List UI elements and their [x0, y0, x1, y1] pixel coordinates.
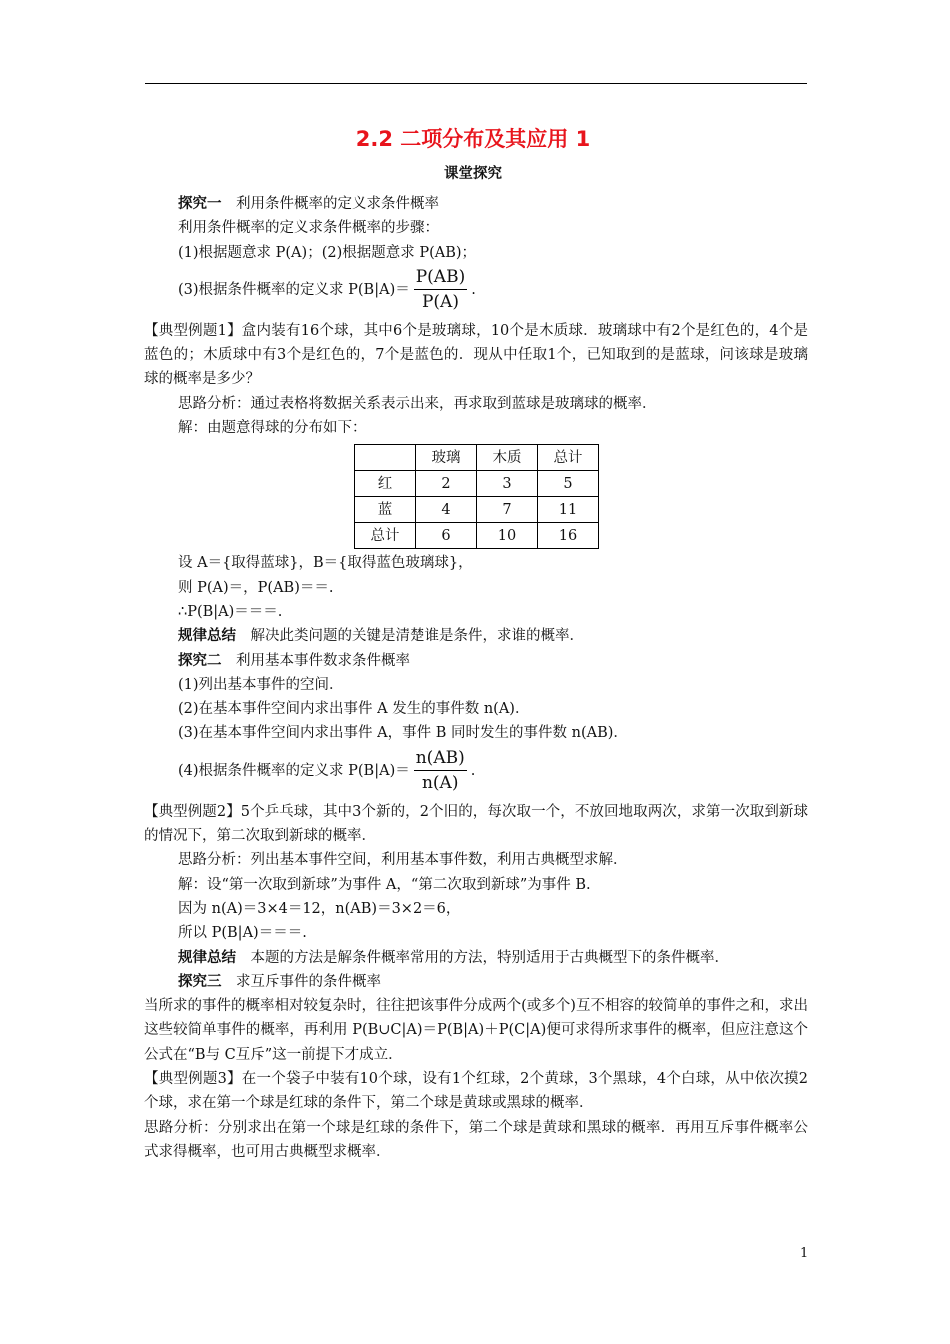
example-2-problem: 【典型例题2】5个乒乓球，其中3个新的，2个旧的，每次取一个，不放回地取两次，求第一次取到新球的情况下，第二次取到新球的概率． — [144, 803, 808, 845]
example-1-solution-intro: 解：由题意得球的分布如下： — [178, 420, 367, 437]
example-3-problem: 【典型例题3】在一个袋子中装有10个球，设有1个红球，2个黄球，3个黑球，4个白球，从中依次摸2个球，求在第一个球是红球的条件下，第二个球是黄球或黑球的概率． — [144, 1071, 808, 1112]
table-row: 总计 6 10 16 — [355, 523, 599, 549]
summary-2: 规律总结 本题的方法是解条件概率常用的方法，特别适用于古典概型下的条件概率． — [178, 949, 729, 966]
distribution-table — [354, 444, 599, 549]
document-body — [144, 192, 808, 1164]
section-subtitle: 课堂探究 — [444, 166, 502, 182]
example-2-analysis: 思路分析：列出基本事件空间，利用基本事件数，利用古典概型求解． — [178, 852, 628, 869]
fraction: $\frac{P(AB)}{P(A)}$ — [415, 267, 466, 313]
example-1-analysis: 思路分析：通过表格将数据关系表示出来，再求取到蓝球是玻璃球的概率． — [178, 395, 657, 412]
example-1-step-a: 设 A＝{取得蓝球}，B＝{取得蓝色玻璃球}， — [178, 555, 473, 572]
explore-3-text: 当所求的事件的概率相对较复杂时，往往把该事件分成两个(或多个)互不相容的较简单的事件之和，求出这些较简单事件的概率，再利用 P(B∪C|A)＝P(B|A)＋P(C|A)便可求得所求事件的概率，但应注意这个公式在“B与 C互斥”这一前提下才成立． — [144, 998, 808, 1063]
explore-2-step-1: (1)列出基本事件的空间． — [178, 676, 344, 693]
explore-2-step-2: (2)在基本事件空间内求出事件 A 发生的事件数 n(A)． — [178, 701, 530, 718]
example-2-step-c: 所以 P(B|A)＝＝＝. — [178, 925, 307, 942]
page-number: 1 — [800, 1246, 809, 1261]
example-3-analysis: 思路分析：分别求出在第一个球是红球的条件下，第二个球是黄球和黑球的概率．再用互斥事件概率公式求得概率，也可用古典概型求概率． — [144, 1119, 808, 1160]
explore-2-step-3: (3)在基本事件空间内求出事件 A，事件 B 同时发生的事件数 n(AB)． — [178, 725, 628, 742]
example-1-step-b: 则 P(A)＝，P(AB)＝＝. — [178, 579, 334, 596]
explore-1-step-3: (3)根据条件概率的定义求 P(B|A)＝ $\frac{P(AB)}{P(A)}$ . — [178, 267, 476, 313]
header-rule — [145, 83, 807, 84]
summary-1: 规律总结 解决此类问题的关键是清楚谁是条件，求谁的概率． — [178, 628, 584, 645]
explore-2-heading: 探究二 利用基本事件数求条件概率 — [178, 652, 410, 669]
page-title: 2.2 二项分布及其应用 1 — [355, 127, 591, 151]
explore-1-steps-1-2: (1)根据题意求 P(A)；(2)根据题意求 P(AB)； — [178, 244, 477, 261]
example-1-step-c: ∴P(B|A)＝＝＝. — [178, 603, 283, 620]
table-row: 蓝 4 7 11 — [355, 497, 599, 523]
explore-1-step-intro: 利用条件概率的定义求条件概率的步骤： — [178, 220, 439, 237]
table-header-row: 玻璃 木质 总计 — [355, 445, 599, 471]
example-2-step-b: 因为 n(A)＝3×4＝12，n(AB)＝3×2＝6， — [178, 900, 461, 917]
table-row: 红 2 3 5 — [355, 471, 599, 497]
fraction: $\frac{n(AB)}{n(A)}$ — [415, 748, 465, 794]
explore-1-heading: 探究一 利用条件概率的定义求条件概率 — [178, 196, 439, 212]
example-2-step-a: 解：设“第一次取到新球”为事件 A，“第二次取到新球”为事件 B. — [178, 876, 591, 893]
example-1-problem: 【典型例题1】盒内装有16个球，其中6个是玻璃球，10个是木质球．玻璃球中有2个是红色的，4个是蓝色的；木质球中有3个是红色的，7个是蓝色的．现从中任取1个，已知取到的是蓝球，问该球是玻璃球的概率是多少？ — [144, 322, 808, 388]
explore-2-step-4: (4)根据条件概率的定义求 P(B|A)＝ $\frac{n(AB)}{n(A)}$ . — [178, 748, 476, 794]
explore-3-heading: 探究三 求互斥事件的条件概率 — [178, 973, 381, 990]
